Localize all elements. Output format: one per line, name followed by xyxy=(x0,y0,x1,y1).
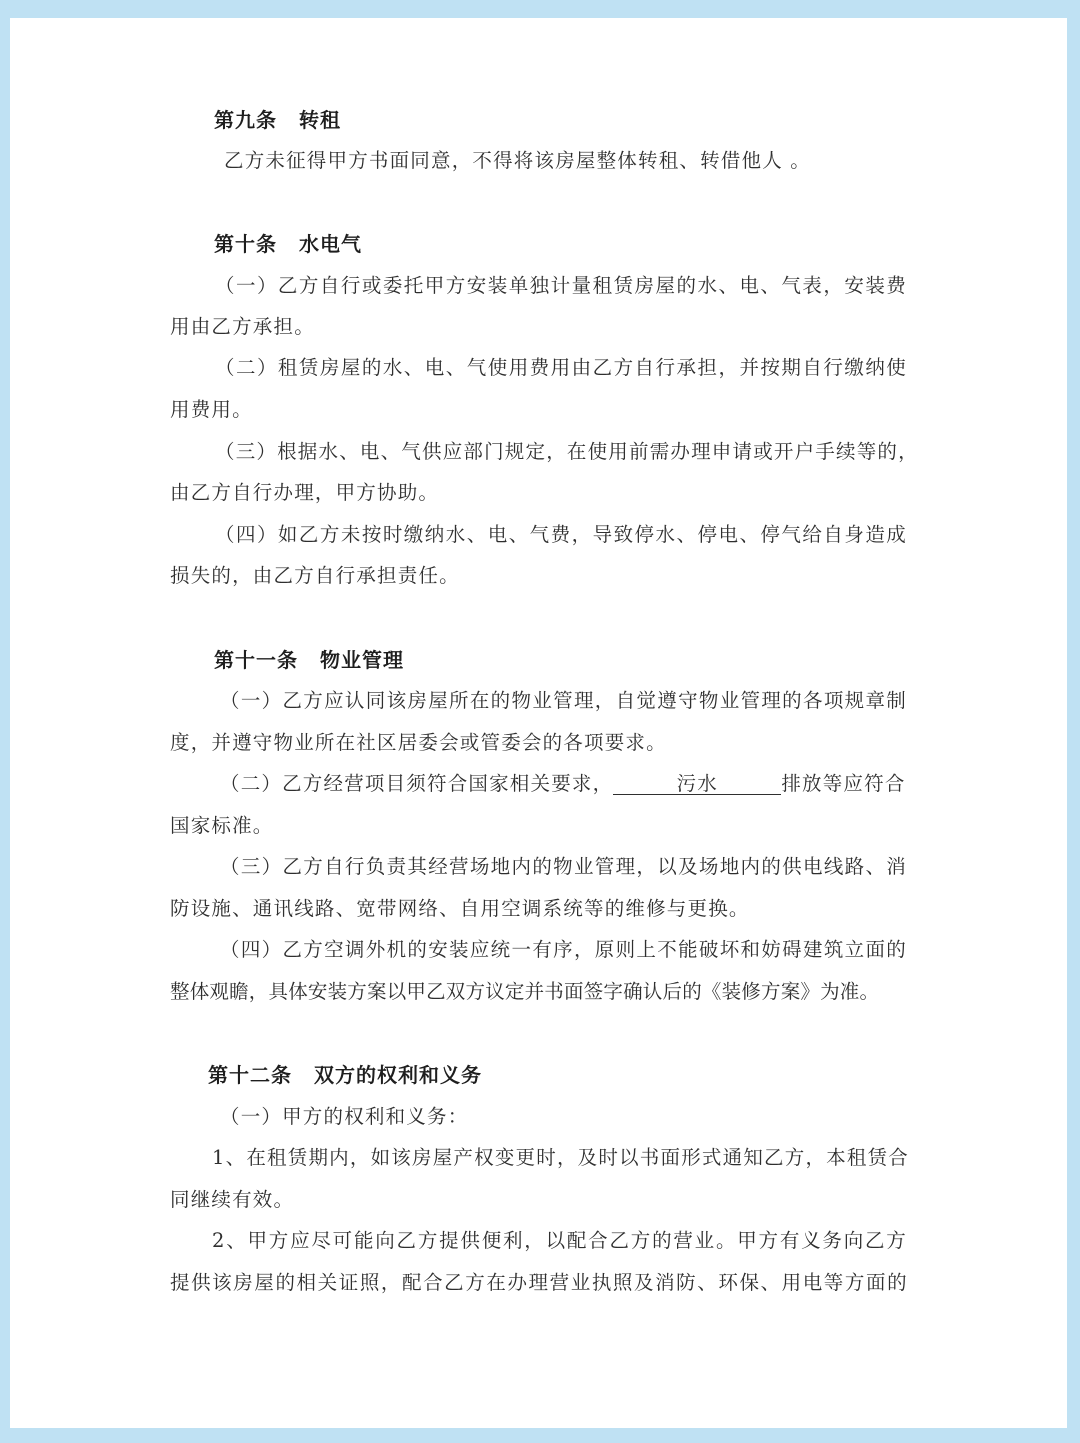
paragraph-line: 度，并遵守物业所在社区居委会或管委会的各项要求。 xyxy=(170,731,667,754)
article-title: 物业管理 xyxy=(320,648,404,672)
paragraph-line: （二）租赁房屋的水、电、气使用费用由乙方自行承担，并按期自行缴纳使 xyxy=(215,356,907,379)
article-number: 第九条 xyxy=(214,108,277,132)
paragraph-line: （四）如乙方未按时缴纳水、电、气费，导致停水、停电、停气给自身造成 xyxy=(215,523,907,546)
paragraph-line: 防设施、通讯线路、宽带网络、自用空调系统等的维修与更换。 xyxy=(170,897,750,920)
article-12-heading xyxy=(208,1059,482,1088)
paragraph-line: （四）乙方空调外机的安装应统一有序，原则上不能破坏和妨碍建筑立面的 xyxy=(220,938,907,961)
paragraph-line: 用由乙方承担。 xyxy=(170,315,315,338)
article-10-heading xyxy=(214,228,362,257)
article-9-heading xyxy=(214,104,341,133)
article-number: 第十二条 xyxy=(208,1063,292,1087)
paragraph-line: 提供该房屋的相关证照，配合乙方在办理营业执照及消防、环保、用电等方面的 xyxy=(170,1271,907,1294)
paragraph-line: 整体观瞻，具体安装方案以甲乙双方议定并书面签字确认后的《装修方案》为准。 xyxy=(170,980,880,1003)
fill-in-blank: 污水 xyxy=(613,774,781,795)
paragraph-line: 同继续有效。 xyxy=(170,1188,295,1211)
paragraph-line: 国家标准。 xyxy=(170,814,274,837)
paragraph-line: 由乙方自行办理，甲方协助。 xyxy=(170,481,440,504)
paragraph-line: 损失的，由乙方自行承担责任。 xyxy=(170,564,460,587)
paragraph-line: （一）乙方应认同该房屋所在的物业管理，自觉遵守物业管理的各项规章制 xyxy=(220,689,907,712)
paragraph-line-with-blank xyxy=(220,768,910,796)
paragraph-line: （三）乙方自行负责其经营场地内的物业管理，以及场地内的供电线路、消 xyxy=(220,855,907,878)
paragraph-line: （三）根据水、电、气供应部门规定，在使用前需办理申请或开户手续等的， xyxy=(215,440,919,463)
paragraph-line: 乙方未征得甲方书面同意，不得将该房屋整体转租、转借他人 。 xyxy=(224,149,811,172)
article-title: 双方的权利和义务 xyxy=(314,1063,482,1087)
line-prefix: （二）乙方经营项目须符合国家相关要求， xyxy=(220,772,614,795)
paragraph-line: （一）乙方自行或委托甲方安装单独计量租赁房屋的水、电、气表，安装费 xyxy=(215,274,907,297)
article-title: 水电气 xyxy=(299,232,362,256)
article-title: 转租 xyxy=(299,108,341,132)
paragraph-line: （一）甲方的权利和义务： xyxy=(220,1105,469,1128)
article-number: 第十一条 xyxy=(214,648,298,672)
article-11-heading xyxy=(214,644,404,673)
paragraph-line: 2、甲方应尽可能向乙方提供便利，以配合乙方的营业。甲方有义务向乙方 xyxy=(212,1229,907,1252)
document-page xyxy=(10,18,1067,1428)
paragraph-line: 1、在租赁期内，如该房屋产权变更时，及时以书面形式通知乙方，本租赁合 xyxy=(212,1146,909,1169)
line-suffix: 排放等应符合 xyxy=(781,772,906,795)
paragraph-line: 用费用。 xyxy=(170,398,253,421)
article-number: 第十条 xyxy=(214,232,277,256)
